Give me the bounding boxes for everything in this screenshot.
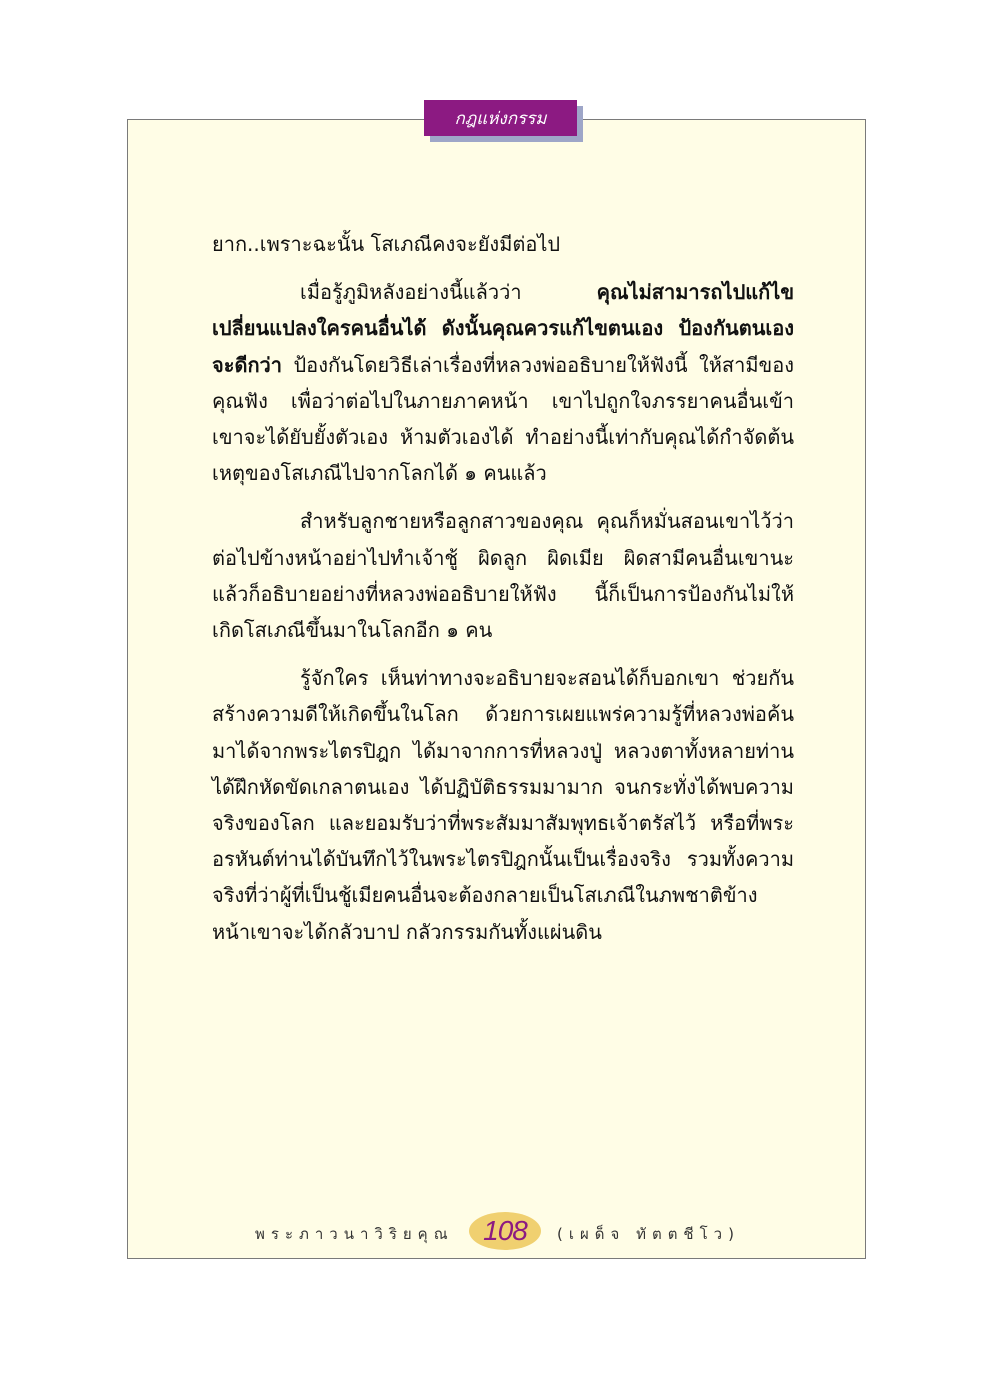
chapter-header-tab bbox=[424, 100, 577, 136]
page-number-badge: 108 bbox=[469, 1212, 541, 1250]
paragraph-2-intro: เมื่อรู้ภูมิหลังอย่างนี้แล้วว่า bbox=[300, 280, 597, 305]
paragraph-2-emphasis: คุณไม่สามารถไปแก้ไขเปลี่ยนแปลงใครคนอื่นได้ ดังนั้นคุณควรแก้ไขตนเอง ป้องกันตนเองจะดีกว่า bbox=[212, 280, 794, 377]
body-text bbox=[212, 226, 794, 962]
paragraph-4: รู้จักใคร เห็นท่าทางจะอธิบายจะสอนได้ก็บอกเขา ช่วยกันสร้างความดีให้เกิดขึ้นในโลก ด้วยการเผยแพร่ความรู้ที่หลวงพ่อค้นมาได้จากพระไตรปิฎก ได้มาจากการที่หลวงปู่ หลวงตาทั้งหลายท่านได้ฝึกหัดขัดเกลาตนเอง ได้ปฏิบัติธรรมมามาก จนกระทั่งได้พบความจริงของโลก และยอมรับว่าที่พระสัมมาสัมพุทธเจ้าตรัสไว้ หรือที่พระอรหันต์ท่านได้บันทึกไว้ในพระไตรปิฎกนั้นเป็นเรื่องจริง รวมทั้งความจริงที่ว่าผู้ที่เป็นชู้เมียคนอื่นจะต้องกลายเป็นโสเภณีในภพชาติข้างหน้าเขาจะได้กลัวบาป กลัวกรรมกันทั้งแผ่นดิน bbox=[212, 666, 794, 944]
paragraph-1: ยาก..เพราะฉะนั้น โสเภณีคงจะยังมีต่อไป bbox=[212, 232, 561, 256]
page-footer bbox=[127, 1210, 866, 1254]
chapter-title: กฎแห่งกรรม bbox=[454, 108, 547, 129]
paragraph-2 bbox=[212, 274, 794, 491]
footer-author: (เผด็จ ทัตตชีโว) bbox=[557, 1225, 740, 1243]
paragraph-2-rest: ป้องกันโดยวิธีเล่าเรื่องที่หลวงพ่ออธิบายให้ฟังนี้ ให้สามีของคุณฟัง เพื่อว่าต่อไปในภายภาคหน้า เขาไปถูกใจภรรยาคนอื่นเข้า เขาจะได้ยับยั้งตัวเอง ห้ามตัวเองได้ ทำอย่างนี้เท่ากับคุณได้กำจัดต้นเหตุของโสเภณีไปจากโลกได้ ๑ คนแล้ว bbox=[212, 352, 794, 486]
paragraph-3: สำหรับลูกชายหรือลูกสาวของคุณ คุณก็หมั่นสอนเขาไว้ว่าต่อไปข้างหน้าอย่าไปทำเจ้าชู้ ผิดลูก ผิดเมีย ผิดสามีคนอื่นเขานะ แล้วก็อธิบายอย่างที่หลวงพ่ออธิบายให้ฟัง นี้ก็เป็นการป้องกันไม่ให้เกิดโสเภณีขึ้นมาในโลกอีก ๑ คน bbox=[212, 509, 794, 643]
footer-book-title: พระภาวนาวิริยคุณ bbox=[255, 1225, 454, 1243]
